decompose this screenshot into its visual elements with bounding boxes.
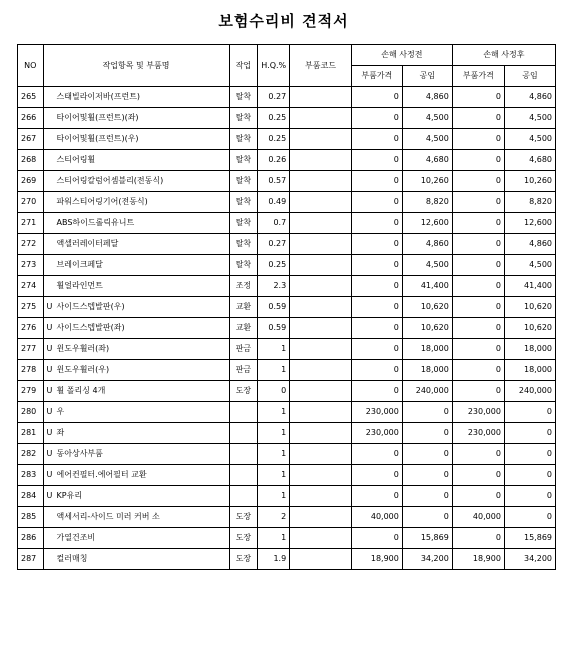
cell-no: 269	[18, 171, 44, 192]
cell-item-name	[43, 360, 229, 381]
cell-before-parts-price: 0	[351, 192, 402, 213]
item-name-text: 스태빌라이저바(프런트)	[56, 92, 141, 101]
user-item-flag: U	[46, 470, 53, 479]
cell-part-code	[290, 255, 352, 276]
table-row	[18, 465, 556, 486]
user-item-flag: U	[46, 302, 53, 311]
cell-after-parts-price: 0	[452, 318, 504, 339]
cell-after-parts-price: 0	[452, 381, 504, 402]
item-name-text: 윈도우휠러(좌)	[56, 344, 110, 353]
cell-after-parts-price: 0	[452, 360, 504, 381]
cell-before-labor: 240,000	[402, 381, 452, 402]
cell-after-labor: 4,500	[504, 108, 555, 129]
user-item-flag: U	[46, 428, 53, 437]
cell-work: 도장	[229, 549, 258, 570]
user-item-flag: U	[46, 323, 53, 332]
cell-work: 도장	[229, 507, 258, 528]
item-name-text: 브레이크페달	[56, 260, 103, 269]
cell-work: 탈착	[229, 87, 258, 108]
item-name-text: 사이드스텝발판(우)	[56, 302, 125, 311]
header-row-1	[18, 45, 556, 66]
cell-hq: 0.59	[258, 297, 290, 318]
table-row	[18, 87, 556, 108]
cell-before-labor: 10,620	[402, 297, 452, 318]
cell-part-code	[290, 486, 352, 507]
item-name-text: 에어컨필터.에어필터 교환	[56, 470, 147, 479]
cell-no: 282	[18, 444, 44, 465]
cell-before-parts-price: 0	[351, 234, 402, 255]
item-name-text: 사이드스텝발판(좌)	[56, 323, 125, 332]
cell-after-labor: 10,620	[504, 297, 555, 318]
cell-before-parts-price: 0	[351, 339, 402, 360]
cell-before-parts-price: 0	[351, 318, 402, 339]
cell-part-code	[290, 150, 352, 171]
cell-hq: 1	[258, 528, 290, 549]
cell-after-parts-price: 0	[452, 465, 504, 486]
cell-after-labor: 18,000	[504, 339, 555, 360]
cell-after-labor: 4,860	[504, 234, 555, 255]
cell-item-name	[43, 192, 229, 213]
cell-before-labor: 0	[402, 465, 452, 486]
cell-before-labor: 4,860	[402, 234, 452, 255]
cell-hq: 1.9	[258, 549, 290, 570]
cell-before-labor: 0	[402, 444, 452, 465]
cell-hq: 0.49	[258, 192, 290, 213]
header-item: 작업항목 및 부품명	[43, 45, 229, 87]
estimate-table	[17, 44, 556, 570]
cell-part-code	[290, 507, 352, 528]
cell-before-labor: 10,260	[402, 171, 452, 192]
cell-before-parts-price: 230,000	[351, 402, 402, 423]
cell-part-code	[290, 192, 352, 213]
cell-before-labor: 4,860	[402, 87, 452, 108]
cell-item-name	[43, 339, 229, 360]
table-row	[18, 381, 556, 402]
cell-item-name	[43, 318, 229, 339]
cell-part-code	[290, 423, 352, 444]
cell-work: 교환	[229, 318, 258, 339]
user-item-flag: U	[46, 449, 53, 458]
cell-hq: 0.57	[258, 171, 290, 192]
cell-hq: 1	[258, 444, 290, 465]
cell-item-name	[43, 297, 229, 318]
cell-item-name	[43, 87, 229, 108]
cell-part-code	[290, 129, 352, 150]
cell-part-code	[290, 465, 352, 486]
cell-work: 탈착	[229, 192, 258, 213]
item-name-text: 액셀러레이터페달	[56, 239, 119, 248]
cell-before-parts-price: 0	[351, 444, 402, 465]
cell-after-labor: 15,869	[504, 528, 555, 549]
cell-no: 277	[18, 339, 44, 360]
cell-after-parts-price: 230,000	[452, 402, 504, 423]
table-row	[18, 255, 556, 276]
cell-work: 탈착	[229, 234, 258, 255]
table-row	[18, 213, 556, 234]
cell-before-parts-price: 0	[351, 87, 402, 108]
item-name-text: 파워스티어링기어(전동식)	[56, 197, 148, 206]
user-item-flag: U	[46, 365, 53, 374]
cell-after-labor: 18,000	[504, 360, 555, 381]
cell-before-labor: 10,620	[402, 318, 452, 339]
cell-no: 283	[18, 465, 44, 486]
cell-after-labor: 4,860	[504, 87, 555, 108]
cell-after-labor: 0	[504, 465, 555, 486]
cell-before-parts-price: 0	[351, 528, 402, 549]
cell-after-labor: 240,000	[504, 381, 555, 402]
item-name-text: 스티어링칼럼어셈블리(전동식)	[56, 176, 164, 185]
cell-after-parts-price: 0	[452, 108, 504, 129]
cell-before-labor: 0	[402, 402, 452, 423]
cell-after-parts-price: 0	[452, 339, 504, 360]
cell-part-code	[290, 549, 352, 570]
cell-before-parts-price: 0	[351, 129, 402, 150]
cell-after-labor: 4,500	[504, 129, 555, 150]
table-row	[18, 402, 556, 423]
cell-before-parts-price: 0	[351, 150, 402, 171]
item-name-text: KP유리	[56, 491, 83, 500]
cell-no: 273	[18, 255, 44, 276]
cell-part-code	[290, 297, 352, 318]
cell-hq: 0.25	[258, 129, 290, 150]
cell-hq: 2	[258, 507, 290, 528]
cell-hq: 1	[258, 360, 290, 381]
cell-after-parts-price: 0	[452, 444, 504, 465]
document-title: 보험수리비 견적서	[218, 12, 349, 30]
cell-item-name	[43, 549, 229, 570]
table-row	[18, 528, 556, 549]
cell-after-parts-price: 0	[452, 486, 504, 507]
cell-part-code	[290, 360, 352, 381]
cell-work: 탈착	[229, 171, 258, 192]
cell-after-parts-price: 0	[452, 213, 504, 234]
cell-after-labor: 8,820	[504, 192, 555, 213]
cell-after-labor: 0	[504, 507, 555, 528]
table-row	[18, 360, 556, 381]
item-name-text: 스티어링휠	[56, 155, 96, 164]
item-name-text: 휠 폴리싱 4개	[56, 386, 106, 395]
cell-before-parts-price: 0	[351, 276, 402, 297]
item-name-text: 윈도우휠러(우)	[56, 365, 110, 374]
cell-hq: 0.25	[258, 255, 290, 276]
cell-part-code	[290, 318, 352, 339]
cell-item-name	[43, 402, 229, 423]
cell-after-parts-price: 230,000	[452, 423, 504, 444]
cell-work: 도장	[229, 528, 258, 549]
cell-hq: 1	[258, 339, 290, 360]
item-name-text: 타이어및휠(프런트)(좌)	[56, 113, 139, 122]
cell-after-labor: 12,600	[504, 213, 555, 234]
cell-before-labor: 18,000	[402, 339, 452, 360]
cell-after-labor: 4,680	[504, 150, 555, 171]
cell-item-name	[43, 255, 229, 276]
cell-work: 조정	[229, 276, 258, 297]
item-name-text: 좌	[56, 428, 65, 437]
cell-before-parts-price: 0	[351, 255, 402, 276]
table-row	[18, 234, 556, 255]
cell-after-parts-price: 0	[452, 297, 504, 318]
cell-work: 탈착	[229, 150, 258, 171]
cell-part-code	[290, 87, 352, 108]
item-name-text: 가열건조비	[56, 533, 96, 542]
cell-before-labor: 18,000	[402, 360, 452, 381]
cell-before-parts-price: 0	[351, 108, 402, 129]
cell-after-parts-price: 0	[452, 171, 504, 192]
cell-work: 도장	[229, 381, 258, 402]
cell-item-name	[43, 507, 229, 528]
cell-after-parts-price: 18,900	[452, 549, 504, 570]
cell-no: 286	[18, 528, 44, 549]
cell-work: 탈착	[229, 108, 258, 129]
cell-no: 267	[18, 129, 44, 150]
cell-item-name	[43, 150, 229, 171]
cell-after-parts-price: 0	[452, 528, 504, 549]
cell-no: 280	[18, 402, 44, 423]
cell-no: 281	[18, 423, 44, 444]
user-item-flag: U	[46, 407, 53, 416]
cell-no: 271	[18, 213, 44, 234]
cell-before-labor: 0	[402, 423, 452, 444]
cell-work: 판금	[229, 360, 258, 381]
cell-before-labor: 8,820	[402, 192, 452, 213]
cell-after-labor: 10,260	[504, 171, 555, 192]
cell-hq: 0.27	[258, 87, 290, 108]
cell-no: 272	[18, 234, 44, 255]
cell-no: 265	[18, 87, 44, 108]
cell-work: 탈착	[229, 255, 258, 276]
table-row	[18, 507, 556, 528]
cell-after-labor: 0	[504, 486, 555, 507]
header-before-adjustment: 손해 사정전	[351, 45, 452, 66]
table-row	[18, 129, 556, 150]
cell-hq: 0.25	[258, 108, 290, 129]
table-row	[18, 171, 556, 192]
cell-work: 탈착	[229, 213, 258, 234]
cell-hq: 1	[258, 402, 290, 423]
cell-before-parts-price: 230,000	[351, 423, 402, 444]
table-row	[18, 444, 556, 465]
user-item-flag: U	[46, 491, 53, 500]
item-name-text: 동아상사부품	[56, 449, 103, 458]
cell-after-labor: 34,200	[504, 549, 555, 570]
cell-part-code	[290, 444, 352, 465]
cell-after-labor: 0	[504, 402, 555, 423]
cell-item-name	[43, 423, 229, 444]
cell-after-labor: 4,500	[504, 255, 555, 276]
cell-item-name	[43, 381, 229, 402]
header-after-adjustment: 손해 사정후	[452, 45, 555, 66]
cell-part-code	[290, 402, 352, 423]
item-name-text: ABS하이드롤릭유니트	[56, 218, 135, 227]
cell-before-labor: 4,500	[402, 129, 452, 150]
cell-before-parts-price: 18,900	[351, 549, 402, 570]
cell-hq: 1	[258, 423, 290, 444]
table-row	[18, 108, 556, 129]
cell-part-code	[290, 381, 352, 402]
cell-before-parts-price: 0	[351, 171, 402, 192]
cell-no: 278	[18, 360, 44, 381]
cell-part-code	[290, 171, 352, 192]
cell-item-name	[43, 171, 229, 192]
cell-item-name	[43, 129, 229, 150]
cell-no: 287	[18, 549, 44, 570]
table-row	[18, 339, 556, 360]
cell-before-parts-price: 0	[351, 381, 402, 402]
cell-hq: 0.27	[258, 234, 290, 255]
cell-part-code	[290, 234, 352, 255]
table-row	[18, 276, 556, 297]
cell-before-parts-price: 0	[351, 486, 402, 507]
cell-after-parts-price: 0	[452, 234, 504, 255]
header-no: NO	[18, 45, 44, 87]
cell-no: 274	[18, 276, 44, 297]
cell-hq: 0.26	[258, 150, 290, 171]
cell-item-name	[43, 276, 229, 297]
cell-before-labor: 4,680	[402, 150, 452, 171]
cell-item-name	[43, 486, 229, 507]
cell-item-name	[43, 465, 229, 486]
cell-after-parts-price: 0	[452, 129, 504, 150]
cell-before-labor: 41,400	[402, 276, 452, 297]
cell-after-labor: 41,400	[504, 276, 555, 297]
header-before-labor: 공임	[402, 66, 452, 87]
header-code: 부품코드	[290, 45, 352, 87]
cell-work	[229, 486, 258, 507]
table-row	[18, 192, 556, 213]
table-row	[18, 318, 556, 339]
cell-after-labor: 0	[504, 423, 555, 444]
cell-no: 275	[18, 297, 44, 318]
item-name-text: 타이어및휠(프런트)(우)	[56, 134, 139, 143]
cell-hq: 0	[258, 381, 290, 402]
cell-work	[229, 423, 258, 444]
cell-hq: 0.59	[258, 318, 290, 339]
cell-after-parts-price: 0	[452, 87, 504, 108]
cell-item-name	[43, 444, 229, 465]
cell-before-parts-price: 0	[351, 360, 402, 381]
cell-item-name	[43, 213, 229, 234]
cell-part-code	[290, 339, 352, 360]
cell-no: 266	[18, 108, 44, 129]
table-row	[18, 486, 556, 507]
cell-item-name	[43, 108, 229, 129]
cell-work: 판금	[229, 339, 258, 360]
cell-before-labor: 4,500	[402, 108, 452, 129]
cell-before-labor: 0	[402, 507, 452, 528]
header-hq: H.Q.%	[258, 45, 290, 87]
cell-hq: 1	[258, 465, 290, 486]
cell-before-parts-price: 0	[351, 465, 402, 486]
cell-after-parts-price: 0	[452, 150, 504, 171]
user-item-flag: U	[46, 344, 53, 353]
header-before-parts-price: 부품가격	[351, 66, 402, 87]
cell-part-code	[290, 108, 352, 129]
cell-before-parts-price: 0	[351, 213, 402, 234]
cell-work: 교환	[229, 297, 258, 318]
cell-after-parts-price: 40,000	[452, 507, 504, 528]
cell-no: 270	[18, 192, 44, 213]
header-after-labor: 공임	[504, 66, 555, 87]
cell-work	[229, 465, 258, 486]
cell-after-parts-price: 0	[452, 255, 504, 276]
cell-part-code	[290, 213, 352, 234]
item-name-text: 우	[56, 407, 65, 416]
cell-before-labor: 34,200	[402, 549, 452, 570]
cell-no: 276	[18, 318, 44, 339]
table-row	[18, 150, 556, 171]
cell-hq: 0.7	[258, 213, 290, 234]
cell-no: 268	[18, 150, 44, 171]
header-work: 작업	[229, 45, 258, 87]
cell-after-labor: 0	[504, 444, 555, 465]
cell-work: 탈착	[229, 129, 258, 150]
item-name-text: 컬러매칭	[56, 554, 88, 563]
item-name-text: 액세서리-사이드 미러 커버 소	[56, 512, 160, 521]
cell-no: 284	[18, 486, 44, 507]
cell-item-name	[43, 528, 229, 549]
cell-no: 279	[18, 381, 44, 402]
cell-part-code	[290, 528, 352, 549]
cell-after-parts-price: 0	[452, 192, 504, 213]
header-after-parts-price: 부품가격	[452, 66, 504, 87]
cell-before-labor: 4,500	[402, 255, 452, 276]
cell-after-labor: 10,620	[504, 318, 555, 339]
table-row	[18, 549, 556, 570]
table-row	[18, 297, 556, 318]
cell-after-parts-price: 0	[452, 276, 504, 297]
item-name-text: 휠얼라인먼트	[56, 281, 103, 290]
estimate-rows	[18, 87, 556, 570]
cell-work	[229, 402, 258, 423]
table-row	[18, 423, 556, 444]
cell-hq: 1	[258, 486, 290, 507]
cell-before-labor: 12,600	[402, 213, 452, 234]
cell-before-labor: 15,869	[402, 528, 452, 549]
cell-before-parts-price: 0	[351, 297, 402, 318]
cell-item-name	[43, 234, 229, 255]
cell-hq: 2.3	[258, 276, 290, 297]
cell-before-labor: 0	[402, 486, 452, 507]
cell-part-code	[290, 276, 352, 297]
cell-no: 285	[18, 507, 44, 528]
user-item-flag: U	[46, 386, 53, 395]
cell-before-parts-price: 40,000	[351, 507, 402, 528]
cell-work	[229, 444, 258, 465]
